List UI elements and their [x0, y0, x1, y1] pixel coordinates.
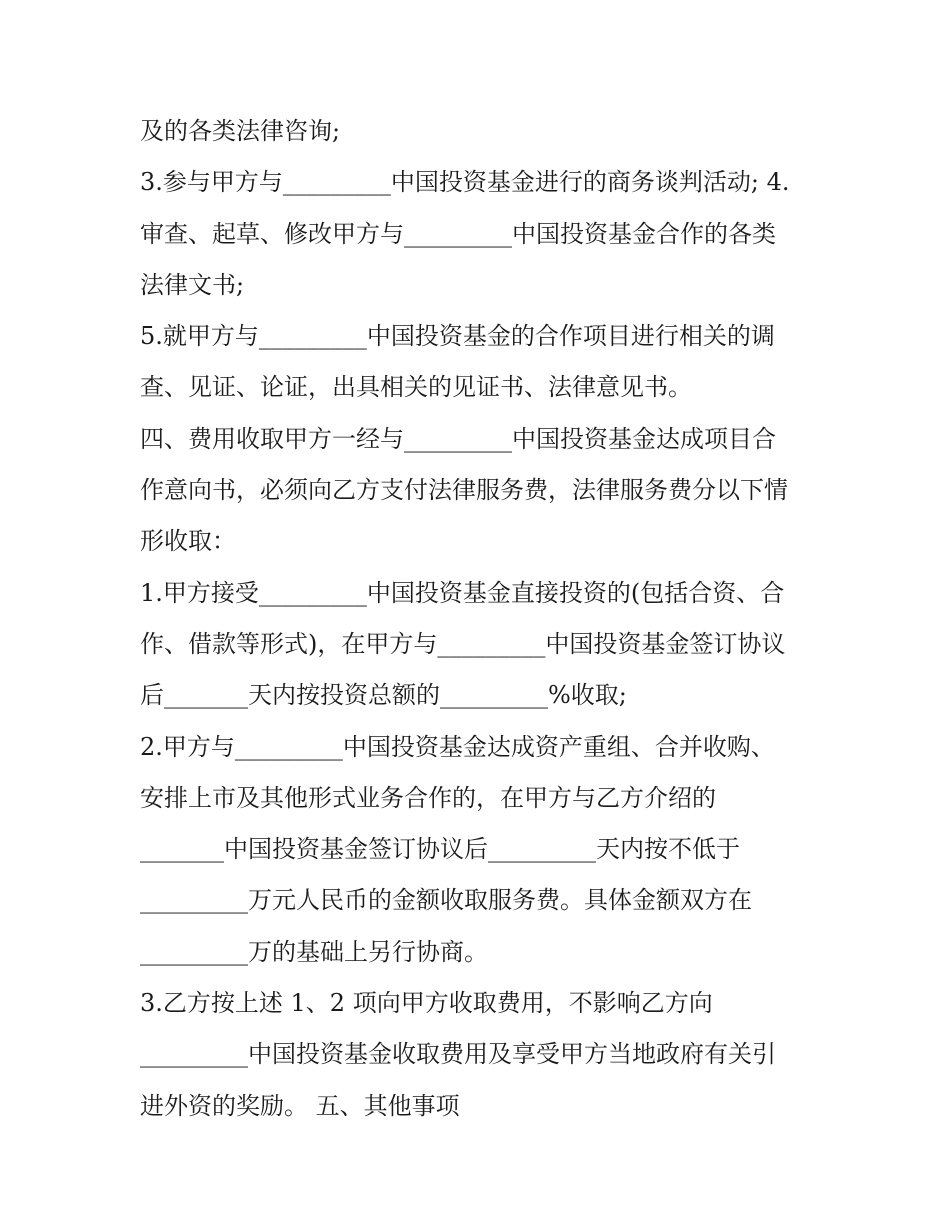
text-line: 1.甲方接受_________中国投资基金直接投资的(包括合资、合: [140, 578, 785, 607]
text-line: 审查、起草、修改甲方与_________中国投资基金合作的各类: [140, 219, 776, 248]
text-line: _________万的基础上另行协商。: [140, 937, 488, 966]
text-line: 后_______天内按投资总额的_________%收取;: [140, 681, 627, 710]
text-line: 进外资的奖励。 五、其他事项: [140, 1091, 460, 1120]
text-line: 形收取：: [140, 527, 236, 556]
text-line: 查、见证、论证，出具相关的见证书、法律意见书。: [140, 373, 692, 402]
text-line: _________中国投资基金收取费用及享受甲方当地政府有关引: [140, 1040, 776, 1069]
text-line: 作意向书，必须向乙方支付法律服务费，法律服务费分以下情: [140, 476, 788, 505]
text-line: 5.就甲方与_________中国投资基金的合作项目进行相关的调: [140, 322, 775, 351]
text-line: 2.甲方与_________中国投资基金达成资产重组、合并收购、: [140, 732, 775, 761]
text-line: 3.乙方按上述 1、2 项向甲方收取费用，不影响乙方向: [140, 989, 713, 1018]
text-line: 作、借款等形式)，在甲方与_________中国投资基金签订协议: [140, 629, 786, 658]
text-line: 法律文书;: [140, 270, 245, 299]
text-line: _______中国投资基金签订协议后_________天内按不低于: [140, 835, 740, 864]
text-line: _________万元人民币的金额收取服务费。具体金额双方在: [140, 886, 752, 915]
text-line: 安排上市及其他形式业务合作的，在甲方与乙方介绍的: [140, 783, 716, 812]
text-line: 四、费用收取甲方一经与_________中国投资基金达成项目合: [140, 424, 776, 453]
text-line: 3.参与甲方与_________中国投资基金进行的商务谈判活动; 4.: [140, 168, 790, 197]
document-body: [140, 106, 830, 1132]
text-line: 及的各类法律咨询;: [140, 117, 341, 145]
